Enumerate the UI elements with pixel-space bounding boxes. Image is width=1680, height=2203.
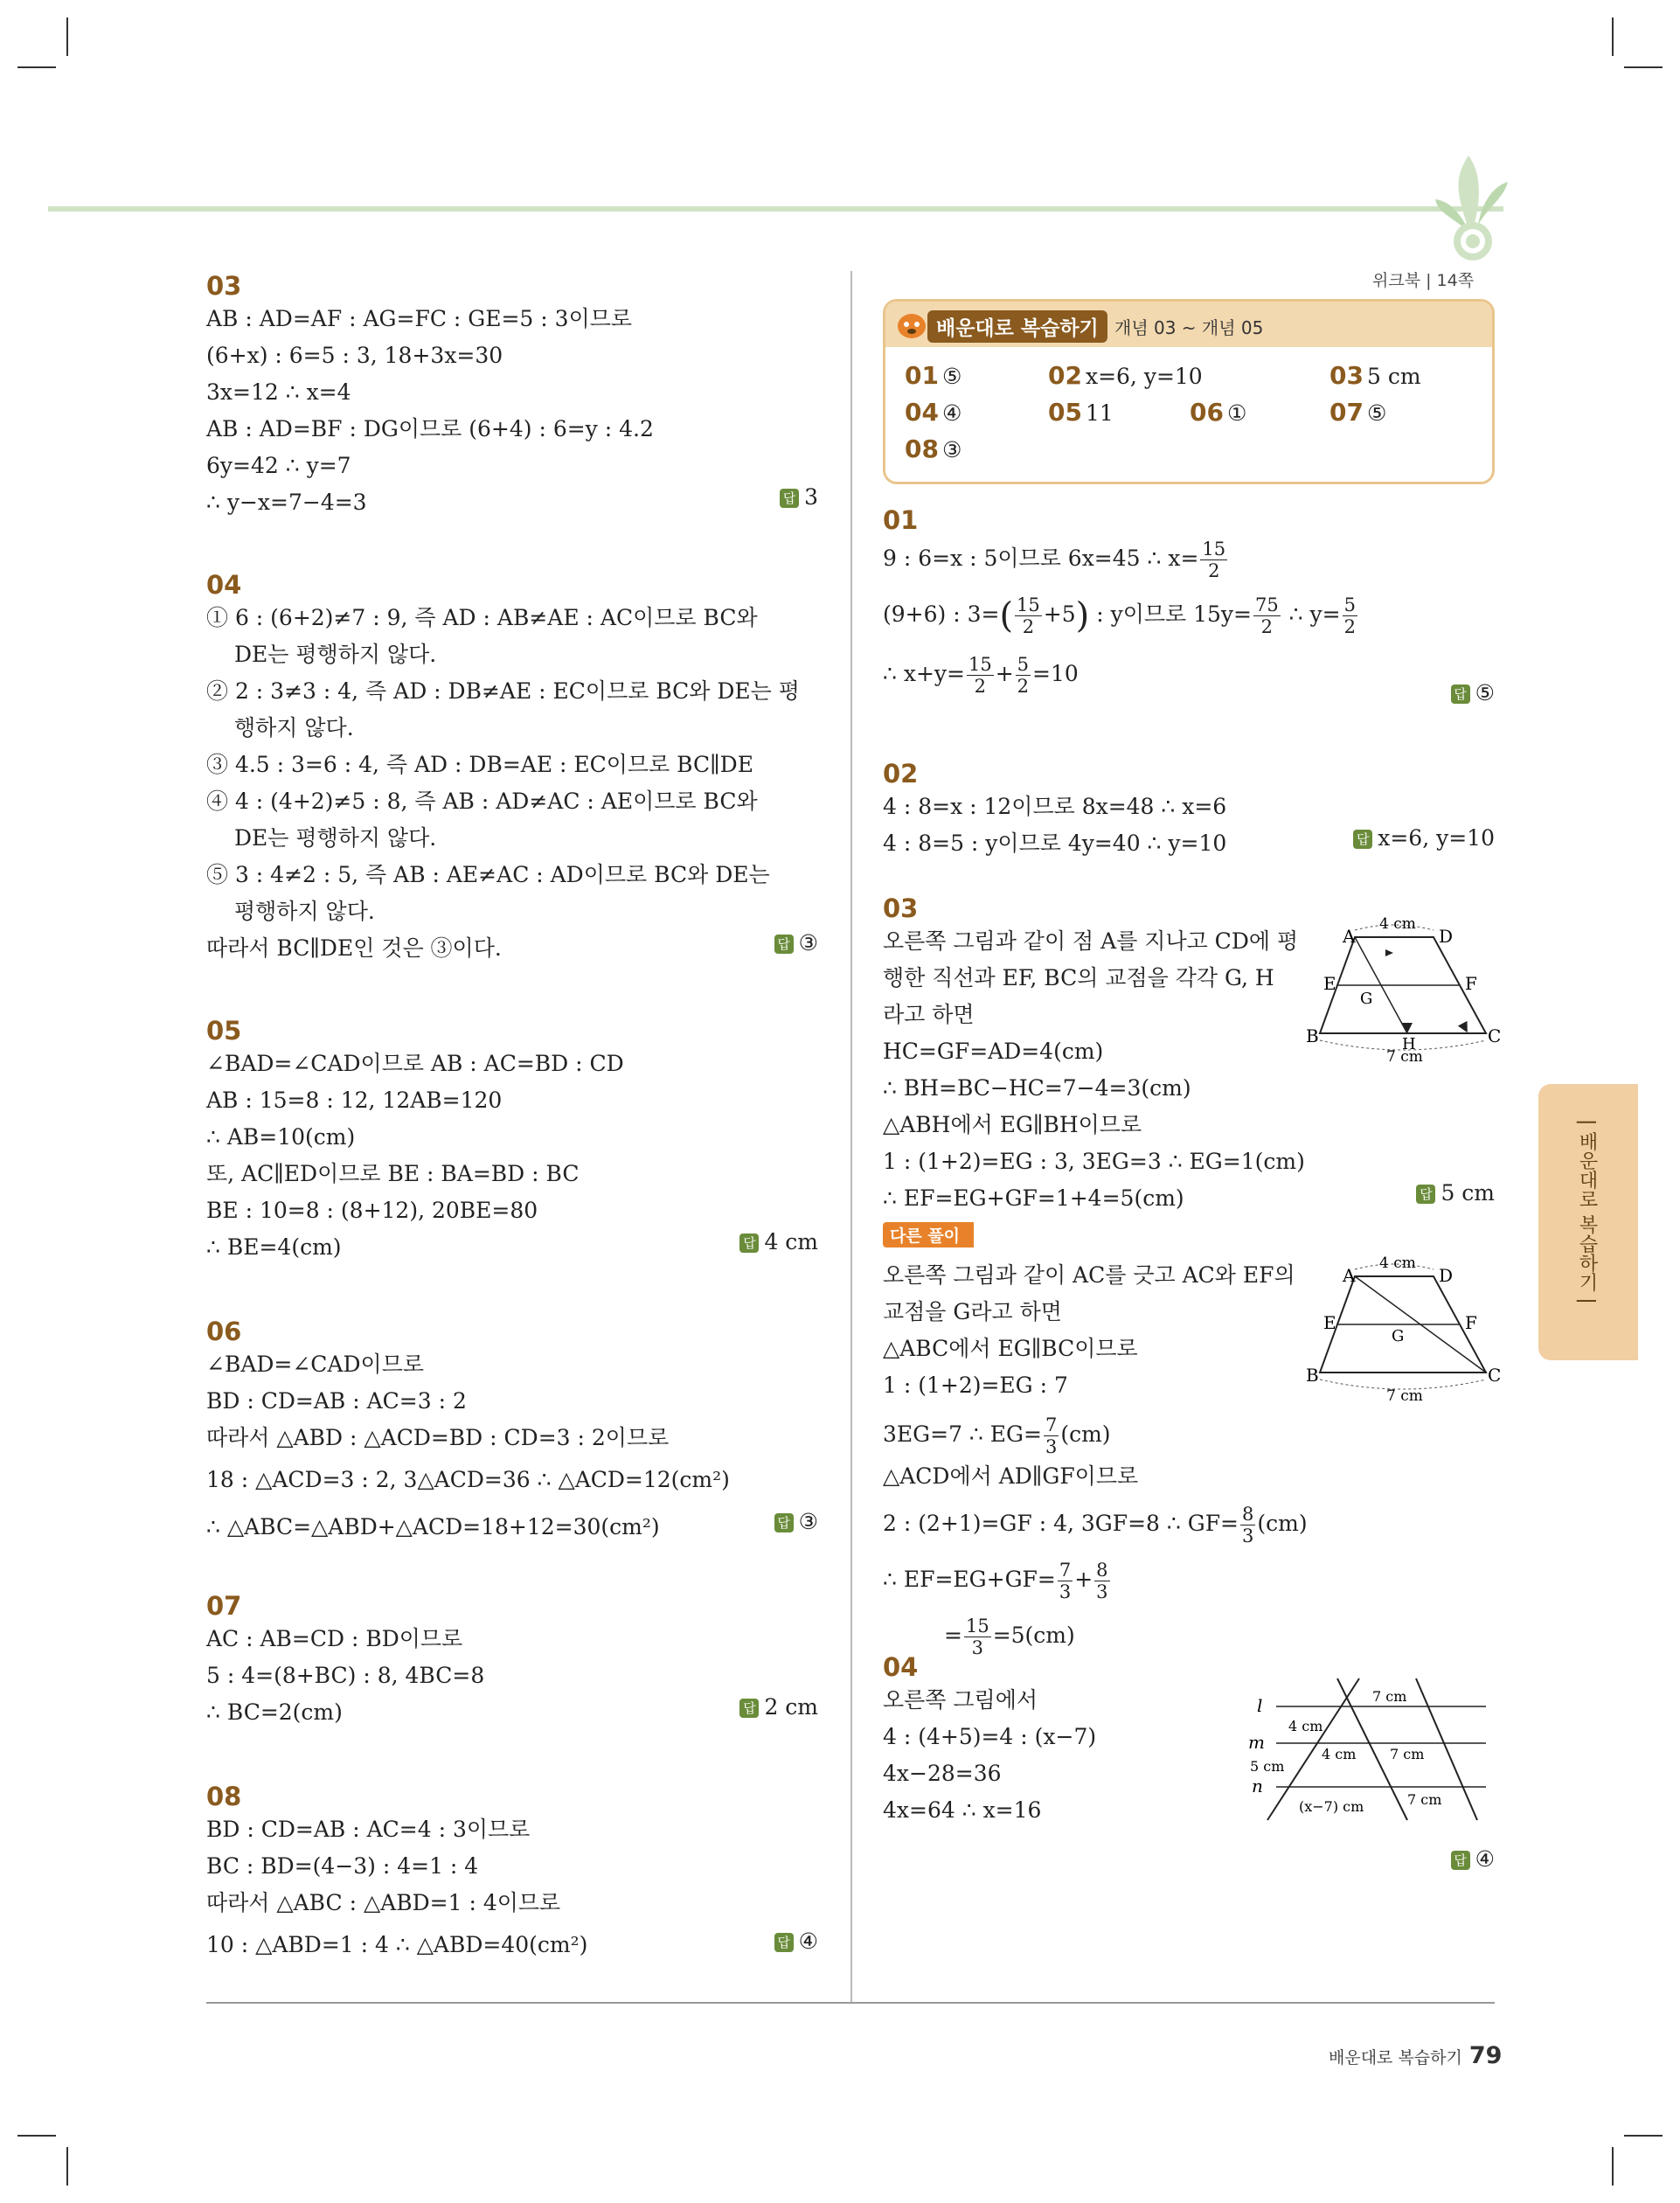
- math-text: (cm): [1060, 1421, 1111, 1447]
- label-e: E: [1323, 973, 1336, 994]
- solution-line: 1 : (1+2)=EG : 3, 3EG=3 ∴ EG=1(cm): [883, 1149, 1305, 1174]
- answer-badge-icon: 답: [780, 489, 799, 508]
- crop-mark: [1624, 66, 1663, 68]
- review-answer-08: [905, 434, 961, 463]
- answer-badge-icon: 답: [774, 935, 794, 954]
- solution-line: ∴ BC=2(cm): [206, 1699, 343, 1725]
- denominator: 2: [1343, 616, 1356, 637]
- crop-mark: [17, 66, 56, 68]
- problem-04: [883, 1652, 1495, 1872]
- crop-mark: [1624, 2135, 1663, 2137]
- review-answer-05: [1048, 398, 1114, 427]
- page-number: 79: [1468, 2042, 1503, 2069]
- solution-line: ① 6 : (6+2)≠7 : 9, 즉 AD : AB≠AE : AC이므로 BC와: [206, 605, 758, 630]
- answer: [1353, 825, 1495, 851]
- label-a: A: [1343, 1265, 1356, 1286]
- label-e: E: [1323, 1312, 1336, 1333]
- answer: [774, 930, 818, 956]
- solution-line: (6+x) : 6=5 : 3, 18+3x=30: [206, 343, 503, 368]
- solution-line: 4 : 8=x : 12이므로 8x=48 ∴ x=6: [883, 794, 1227, 819]
- review-answer-num: 05: [1048, 398, 1082, 427]
- label-7cm-b: 7 cm: [1390, 1746, 1425, 1762]
- fraction: [967, 654, 994, 697]
- review-answer-value: ⑤: [941, 364, 962, 389]
- solution-line: DE는 평행하지 않다.: [234, 642, 437, 667]
- math-text: ∴ y=: [1281, 601, 1341, 627]
- denominator: 3: [1045, 1436, 1058, 1457]
- label-d: D: [1439, 1265, 1454, 1286]
- column-divider: [850, 271, 852, 2002]
- solution-line: 4 : (4+5)=4 : (x−7): [883, 1724, 1097, 1749]
- paren-left: (: [999, 595, 1014, 636]
- footer-label: 배운대로 복습하기: [1329, 2048, 1462, 2067]
- review-answer-num: 04: [905, 398, 939, 427]
- math-text: ∴ x+y=: [883, 661, 965, 686]
- problem-05: [206, 1016, 818, 1266]
- problem-07: [206, 1591, 818, 1731]
- review-answer-value: 11: [1085, 400, 1114, 426]
- problem-01: [883, 505, 1495, 705]
- answer: [739, 1694, 818, 1720]
- crop-mark: [1612, 17, 1614, 56]
- answer-value: ⑤: [1475, 680, 1495, 705]
- solution-line: ⑤ 3 : 4≠2 : 5, 즉 AB : AE≠AC : AD이므로 BC와 DE는: [206, 862, 770, 887]
- label-bottom: 7 cm: [1386, 1048, 1423, 1066]
- solution-line: 행한 직선과 EF, BC의 교점을 각각 G, H: [883, 965, 1274, 990]
- solution-line: 오른쪽 그림과 같이 점 A를 지나고 CD에 평: [883, 928, 1299, 954]
- review-answer-num: 08: [905, 434, 939, 463]
- math-text: 9 : 6=x : 5이므로 6x=45 ∴ x=: [883, 546, 1199, 571]
- trapezoid-figure-2: [1302, 1250, 1502, 1405]
- solution-line: △ABC에서 EG∥BC이므로: [883, 1336, 1138, 1361]
- solution-line: 4x−28=36: [883, 1761, 1002, 1786]
- review-answer-01: [905, 361, 961, 390]
- solution-line: [883, 1411, 1495, 1458]
- answer-value: 3: [804, 484, 818, 510]
- label-g: G: [1392, 1327, 1405, 1345]
- math-text: 3EG=7 ∴ EG=: [883, 1421, 1042, 1447]
- answer-value: ④: [798, 1928, 818, 1954]
- solution-line: [883, 1556, 1495, 1603]
- arrow-icon: [1385, 949, 1393, 956]
- answer-badge-icon: 답: [1451, 1851, 1470, 1870]
- solution-line: 교점을 G라고 하면: [883, 1299, 1062, 1324]
- solution-line: 4 : 8=5 : y이므로 4y=40 ∴ y=10: [883, 830, 1227, 856]
- solution-line: 라고 하면: [883, 1002, 975, 1027]
- problem-04: [206, 570, 818, 967]
- solution-line: BD : CD=AB : AC=3 : 2: [206, 1388, 467, 1414]
- review-answer-num: 02: [1048, 361, 1082, 390]
- numerator: 15: [968, 654, 992, 675]
- denominator: 2: [1017, 676, 1030, 697]
- answer: [1451, 680, 1495, 705]
- fraction: [1094, 1560, 1109, 1602]
- denominator: 3: [971, 1637, 983, 1658]
- review-answer-value: ③: [941, 437, 962, 462]
- trapezoid-figure-1: [1302, 911, 1502, 1066]
- alt-tag-label: 다른 풀이: [883, 1222, 974, 1247]
- crop-mark: [66, 17, 68, 56]
- label-b: B: [1306, 1025, 1319, 1046]
- numerator: 8: [1242, 1504, 1254, 1525]
- review-answer-num: 07: [1329, 398, 1364, 427]
- denominator: 2: [1022, 616, 1035, 637]
- solution-line: [883, 535, 1495, 582]
- answer-badge-icon: 답: [774, 1513, 794, 1532]
- solution-line: 5 : 4=(8+BC) : 8, 4BC=8: [206, 1663, 485, 1688]
- review-answer-value: x=6, y=10: [1085, 364, 1203, 389]
- review-answer-03: [1329, 361, 1421, 390]
- answer-value: 2 cm: [764, 1694, 818, 1720]
- solution-line: ∴ BH=BC−HC=7−4=3(cm): [883, 1075, 1191, 1101]
- fraction: [1343, 594, 1357, 637]
- solution-line: 따라서 △ABC : △ABD=1 : 4이므로: [206, 1890, 561, 1915]
- solution-line: HC=GF=AD=4(cm): [883, 1039, 1104, 1064]
- review-header: [885, 302, 1492, 347]
- solution-line: ∴ AB=10(cm): [206, 1124, 356, 1150]
- math-text: ∴ EF=EG+GF=: [883, 1567, 1056, 1592]
- label-top: 4 cm: [1379, 915, 1416, 933]
- solution-line: ∴ BE=4(cm): [206, 1234, 342, 1260]
- problem-number: 05: [206, 1016, 242, 1046]
- solution-line: ∠BAD=∠CAD이므로 AB : AC=BD : CD: [206, 1051, 624, 1076]
- numerator: 5: [1017, 654, 1030, 675]
- label-bottom: 7 cm: [1386, 1387, 1423, 1405]
- numerator: 7: [1045, 1414, 1058, 1435]
- problem-number: 04: [206, 570, 242, 600]
- paren-right: ): [1075, 595, 1090, 636]
- math-text: =10: [1032, 661, 1079, 686]
- solution-line: [883, 591, 1495, 638]
- solution-line: 따라서 △ABD : △ACD=BD : CD=3 : 2이므로: [206, 1425, 670, 1450]
- label-top: 4 cm: [1379, 1254, 1416, 1272]
- fraction: [1058, 1560, 1073, 1602]
- label-4cm: 4 cm: [1288, 1718, 1323, 1734]
- answer-badge-icon: 답: [739, 1699, 759, 1718]
- label-c: C: [1488, 1365, 1502, 1386]
- solution-line: 3x=12 ∴ x=4: [206, 379, 351, 405]
- label-m: m: [1248, 1732, 1265, 1753]
- problem-number: 03: [883, 893, 919, 923]
- answer-value: ④: [1475, 1846, 1495, 1872]
- answer: [780, 484, 818, 510]
- review-answer-value: ④: [941, 400, 962, 426]
- numerator: 8: [1096, 1560, 1108, 1581]
- math-text: : y이므로 15y=: [1089, 601, 1252, 627]
- label-7cm-c: 7 cm: [1407, 1791, 1442, 1808]
- footer-rule: [206, 2002, 1495, 2004]
- numerator: 75: [1254, 594, 1279, 615]
- problem-number: 08: [206, 1782, 242, 1811]
- label-l: l: [1257, 1695, 1263, 1716]
- solution-line: DE는 평행하지 않다.: [234, 825, 437, 851]
- review-range: 개념 03 ~ 개념 05: [1114, 317, 1264, 338]
- math-text: (9+6) : 3=: [883, 601, 1000, 627]
- numerator: 5: [1343, 594, 1356, 615]
- solution-line: 4x=64 ∴ x=16: [883, 1797, 1042, 1823]
- sprout-decoration-icon: [1434, 147, 1512, 269]
- answer-badge-icon: 답: [1451, 685, 1470, 704]
- problem-number: 01: [883, 505, 919, 535]
- problem-03: [206, 271, 818, 521]
- label-c: C: [1488, 1025, 1502, 1046]
- solution-line: AB : AD=BF : DG이므로 (6+4) : 6=y : 4.2: [206, 416, 654, 441]
- label-4cm-b: 4 cm: [1322, 1746, 1357, 1762]
- numerator: 15: [1017, 594, 1040, 615]
- review-answer-value: ⑤: [1366, 400, 1387, 426]
- answer-badge-icon: 답: [739, 1234, 759, 1253]
- fraction: [1044, 1414, 1059, 1457]
- solution-line: 행하지 않다.: [234, 715, 354, 740]
- label-g: G: [1360, 990, 1373, 1008]
- workbook-reference: 위크북 | 14쪽: [1372, 271, 1475, 290]
- answer-value: ③: [798, 930, 818, 956]
- fraction: [1200, 539, 1227, 581]
- label-f: F: [1465, 973, 1477, 994]
- review-title: 배운대로 복습하기: [927, 310, 1107, 343]
- review-answer-num: 03: [1329, 361, 1364, 390]
- denominator: 3: [1096, 1581, 1108, 1602]
- solution-line: [883, 650, 1495, 698]
- review-answer-07: [1329, 398, 1386, 427]
- denominator: 2: [974, 676, 987, 697]
- math-text: (cm): [1257, 1511, 1308, 1536]
- solution-line: ④ 4 : (4+2)≠5 : 8, 즉 AB : AD≠AC : AE이므로 BC와: [206, 789, 758, 814]
- problem-number: 03: [206, 271, 242, 301]
- answer: [774, 1509, 818, 1534]
- numerator: 7: [1059, 1560, 1072, 1581]
- solution-line: BE : 10=8 : (8+12), 20BE=80: [206, 1198, 538, 1223]
- solution-line: 따라서 BC∥DE인 것은 ③이다.: [206, 935, 502, 961]
- fraction: [1240, 1504, 1255, 1546]
- problem-03: [883, 893, 1502, 1659]
- answer-badge-icon: 답: [774, 1933, 794, 1952]
- denominator: 3: [1059, 1581, 1072, 1602]
- page-footer: [1329, 2042, 1502, 2069]
- review-answer-06: [1190, 398, 1246, 427]
- fraction: [1253, 594, 1281, 637]
- denominator: 2: [1208, 560, 1220, 581]
- parallel-lines-figure: [1241, 1671, 1495, 1829]
- solution-line: BC : BD=(4−3) : 4=1 : 4: [206, 1853, 479, 1879]
- crop-mark: [1612, 2147, 1614, 2186]
- solution-line: ∴ EF=EG+GF=1+4=5(cm): [883, 1185, 1184, 1211]
- answer: [1416, 1180, 1495, 1206]
- solution-line: 10 : △ABD=1 : 4 ∴ △ABD=40(cm²): [206, 1932, 588, 1957]
- label-b: B: [1306, 1365, 1319, 1386]
- denominator: 2: [1260, 616, 1274, 637]
- solution-line: 오른쪽 그림과 같이 AC를 긋고 AC와 EF의: [883, 1262, 1295, 1288]
- crop-mark: [66, 2147, 68, 2186]
- math-text: +: [995, 661, 1014, 686]
- review-answer-box: [883, 299, 1495, 484]
- answer-badge-icon: 답: [1353, 830, 1372, 849]
- answer-badge-icon: 답: [1416, 1185, 1435, 1204]
- answer: [1451, 1846, 1495, 1872]
- review-answer-num: 06: [1190, 398, 1224, 427]
- math-text: +: [1074, 1567, 1093, 1592]
- review-answer-value: 5 cm: [1366, 364, 1421, 389]
- solution-line: AB : AD=AF : AG=FC : GE=5 : 3이므로: [206, 306, 633, 331]
- solution-line: △ABH에서 EG∥BH이므로: [883, 1112, 1142, 1137]
- dog-mascot-icon: [892, 303, 931, 344]
- solution-line: ③ 4.5 : 3=6 : 4, 즉 AD : DB=AE : EC이므로 BC∥DE: [206, 752, 753, 777]
- fraction: [1016, 654, 1031, 697]
- label-a: A: [1343, 926, 1356, 947]
- denominator: 3: [1242, 1525, 1254, 1546]
- solution-line: 평행하지 않다.: [234, 899, 375, 924]
- label-5cm: 5 cm: [1250, 1758, 1285, 1775]
- solution-line: BD : CD=AB : AC=4 : 3이므로: [206, 1817, 531, 1842]
- review-answer-02: [1048, 361, 1203, 390]
- review-answer-value: ①: [1226, 400, 1247, 426]
- label-n: n: [1252, 1776, 1263, 1796]
- answer-value: ③: [798, 1509, 818, 1534]
- answer-value: 4 cm: [764, 1229, 818, 1254]
- problem-06: [206, 1317, 818, 1551]
- label-d: D: [1439, 926, 1454, 947]
- label-7cm: 7 cm: [1372, 1688, 1407, 1705]
- math-text: =: [944, 1623, 962, 1648]
- solution-line: 오른쪽 그림에서: [883, 1687, 1038, 1713]
- answer: [774, 1928, 818, 1954]
- solution-line: 6y=42 ∴ y=7: [206, 453, 351, 478]
- solution-line: 또, AC∥ED이므로 BE : BA=BD : BC: [206, 1161, 580, 1186]
- problem-08: [206, 1782, 818, 1969]
- solution-line: [883, 1500, 1495, 1547]
- solution-line: ∴ △ABC=△ABD+△ACD=18+12=30(cm²): [206, 1514, 660, 1539]
- label-h: H: [1402, 1035, 1416, 1053]
- math-text: 2 : (2+1)=GF : 4, 3GF=8 ∴ GF=: [883, 1511, 1239, 1536]
- problem-number: 07: [206, 1591, 242, 1621]
- math-text: +5: [1043, 601, 1076, 627]
- answer-value: x=6, y=10: [1378, 825, 1495, 851]
- solution-line: △ACD에서 AD∥GF이므로: [883, 1463, 1139, 1489]
- solution-line: 18 : △ACD=3 : 2, 3△ACD=36 ∴ △ACD=12(cm²): [206, 1467, 730, 1492]
- numerator: 15: [1202, 539, 1226, 559]
- problem-02: [883, 759, 1495, 862]
- answer-value: 5 cm: [1440, 1180, 1495, 1206]
- header-rule: [48, 206, 1503, 212]
- review-answer-num: 01: [905, 361, 939, 390]
- solution-line: ② 2 : 3≠3 : 4, 즉 AD : DB≠AE : EC이므로 BC와 DE는 평: [206, 678, 800, 704]
- solution-line: AC : AB=CD : BD이므로: [206, 1626, 463, 1651]
- crop-mark: [17, 2135, 56, 2137]
- side-tab-label: | 배운대로 복습하기 |: [1576, 1119, 1598, 1304]
- review-answer-04: [905, 398, 961, 427]
- solution-line: AB : 15=8 : 12, 12AB=120: [206, 1088, 503, 1113]
- fraction: [1015, 594, 1042, 637]
- problem-number: 02: [883, 759, 919, 789]
- math-text: =5(cm): [992, 1623, 1075, 1648]
- problem-number: 06: [206, 1317, 242, 1346]
- side-tab: [1538, 1084, 1638, 1360]
- problem-number: 04: [883, 1652, 919, 1682]
- arrow-icon: [1402, 1023, 1413, 1033]
- solution-line: ∠BAD=∠CAD이므로: [206, 1352, 424, 1377]
- label-f: F: [1465, 1312, 1477, 1333]
- solution-line: 1 : (1+2)=EG : 7: [883, 1373, 1068, 1398]
- answer: [739, 1229, 818, 1254]
- label-x-7cm: (x−7) cm: [1299, 1798, 1364, 1815]
- solution-line: ∴ y−x=7−4=3: [206, 490, 367, 515]
- numerator: 15: [965, 1616, 989, 1637]
